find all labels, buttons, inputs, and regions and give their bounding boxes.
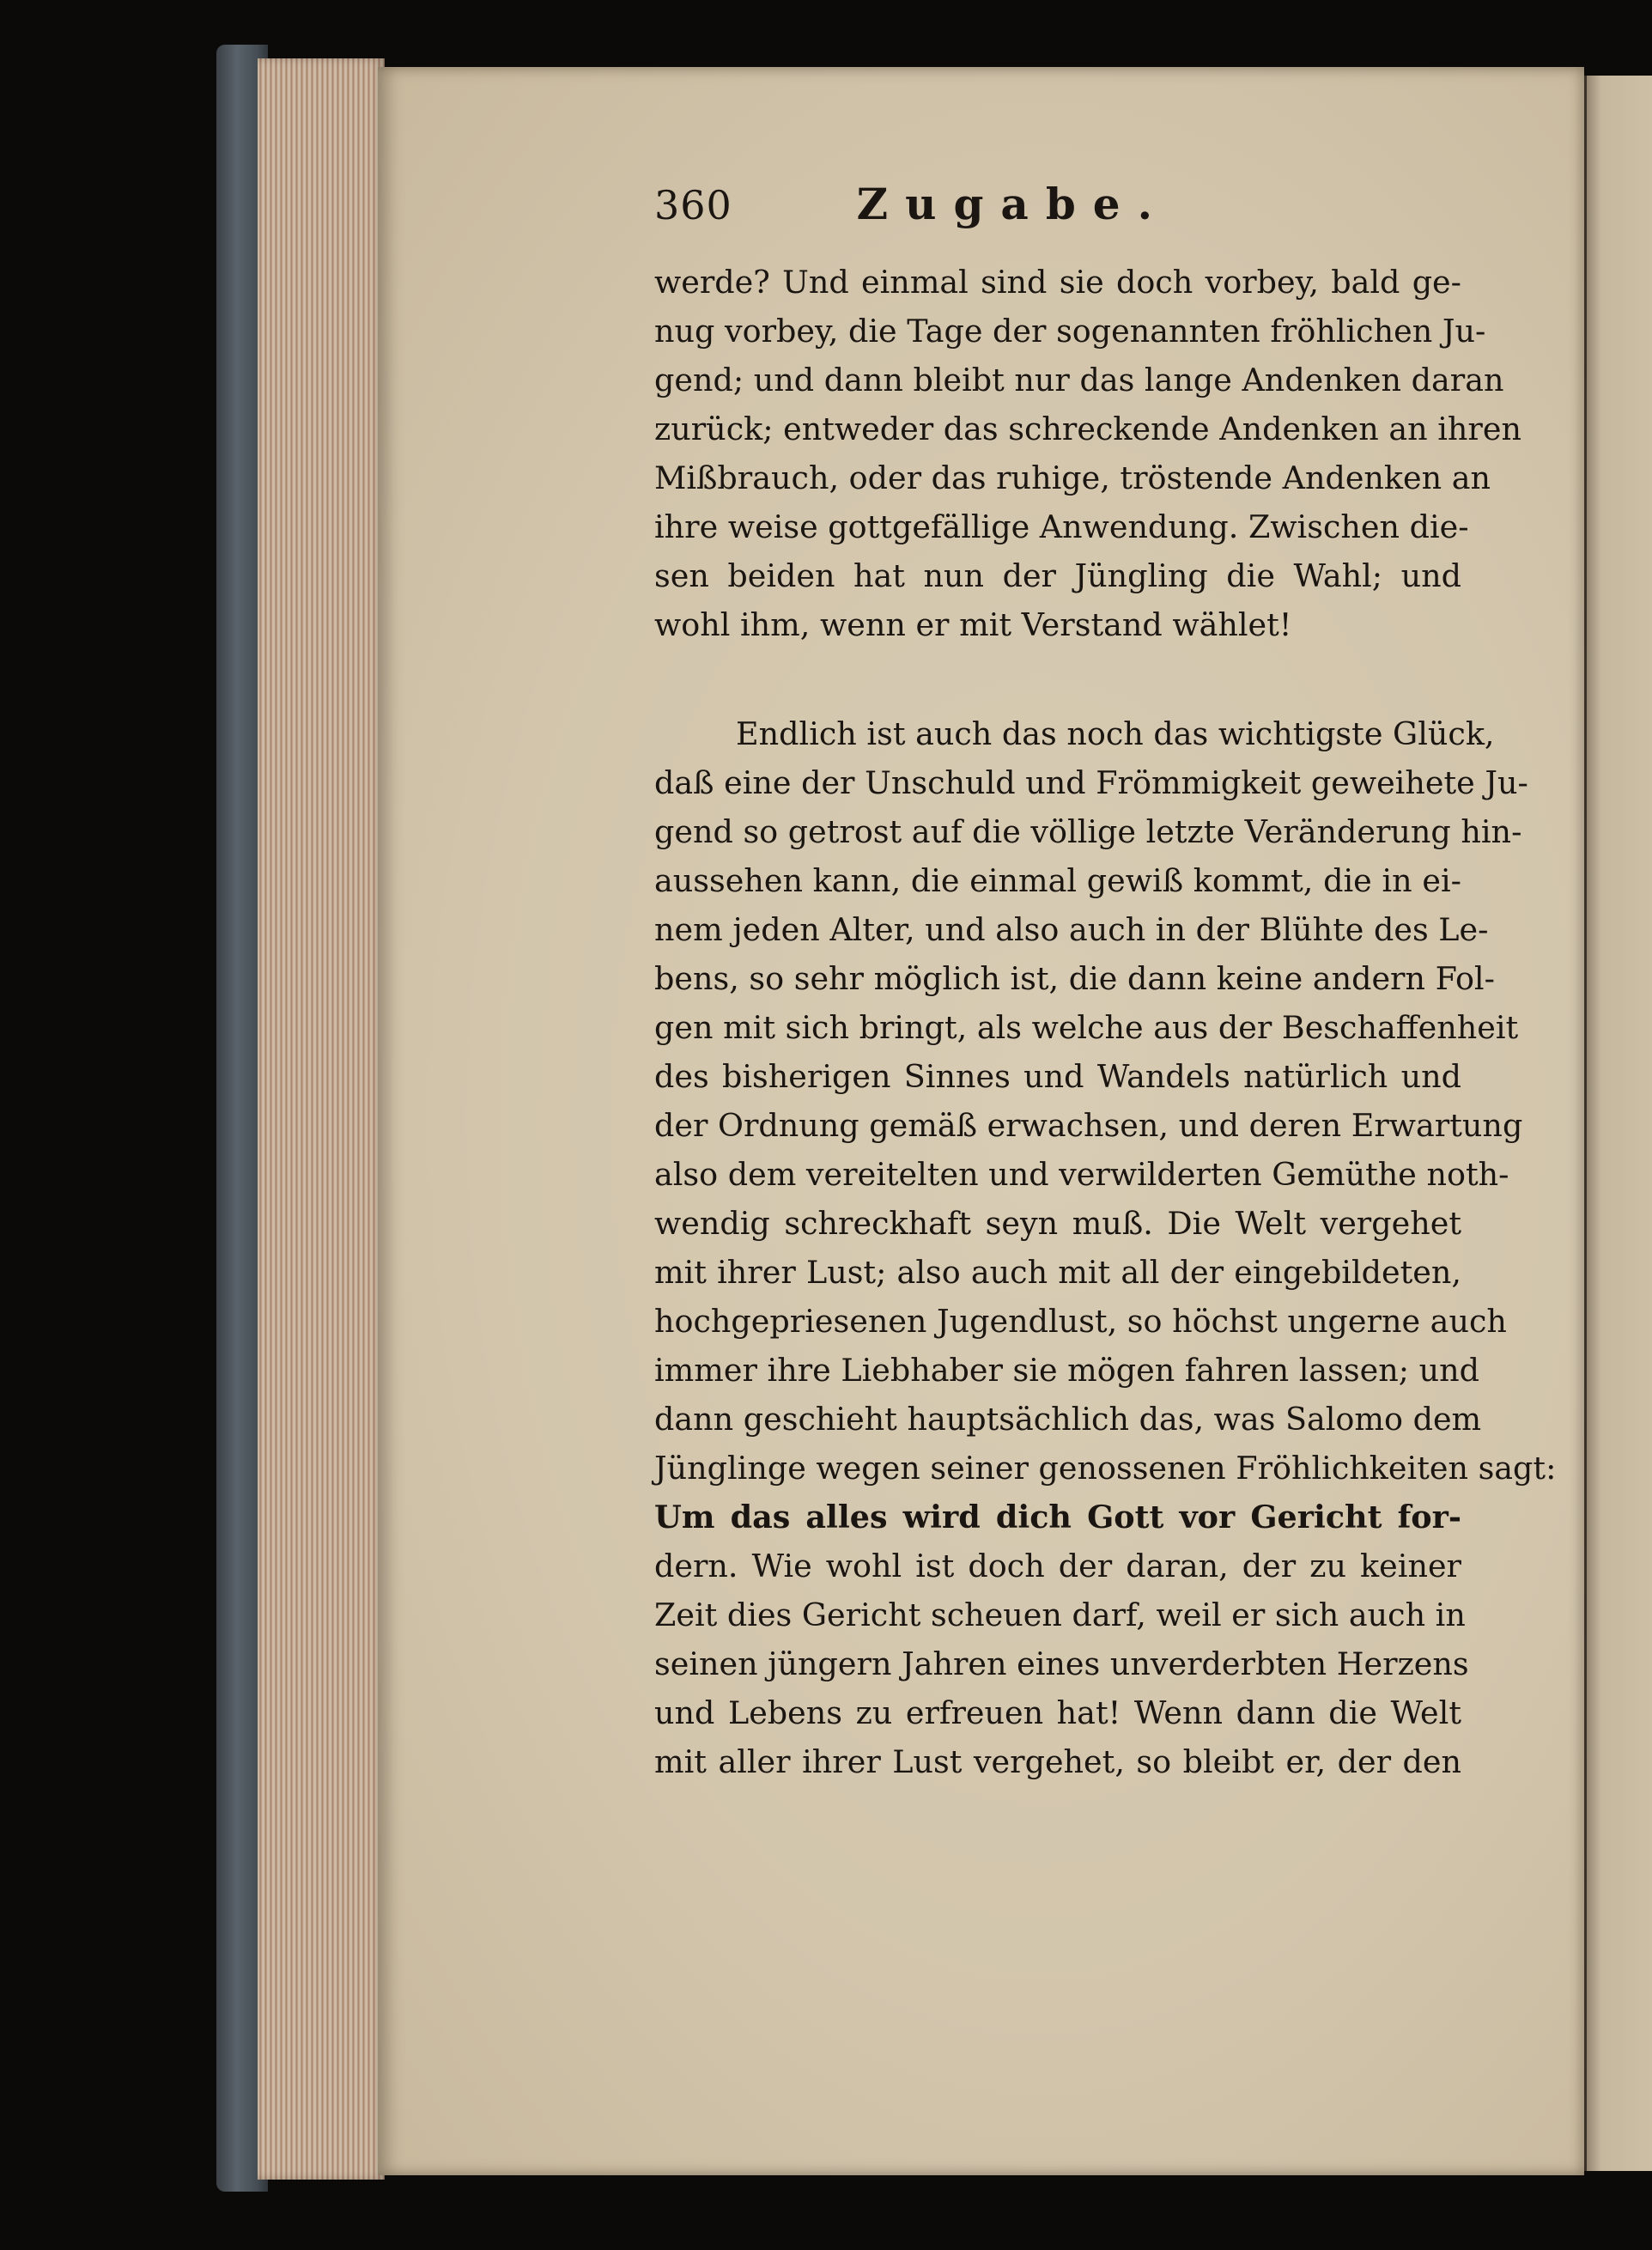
text-line: Zeit dies Gericht scheuen darf, weil er sich auch in <box>654 1596 1466 1633</box>
text-line: Jünglinge wegen seiner genossenen Fröhlichkeiten sagt: <box>654 1450 1557 1487</box>
paragraph-spacer <box>654 649 1461 709</box>
text-line: und Lebens zu erfreuen hat! Wenn dann die Welt <box>654 1694 1461 1731</box>
text-line: zurück; entweder das schreckende Andenken an ihren <box>654 410 1521 447</box>
text-line: wendig schreckhaft seyn muß. Die Welt vergehet <box>654 1205 1461 1242</box>
text-line: ihre weise gottgefällige Anwendung. Zwischen die- <box>654 508 1469 545</box>
text-line: sen beiden hat nun der Jüngling die Wahl; und <box>654 557 1461 594</box>
running-head: Zugabe. <box>856 179 1169 229</box>
text-line: aussehen kann, die einmal gewiß kommt, die in ei- <box>654 862 1461 899</box>
text-line: bens, so sehr möglich ist, die dann keine andern Fol- <box>654 960 1495 997</box>
text-line: nug vorbey, die Tage der sogenannten fröhlichen Ju- <box>654 313 1486 350</box>
text-line: dern. Wie wohl ist doch der daran, der zu keiner <box>654 1548 1461 1584</box>
text-line: gend; und dann bleibt nur das lange Andenken daran <box>654 362 1504 398</box>
text-line: daß eine der Unschuld und Frömmigkeit geweihete Ju- <box>654 764 1528 801</box>
text-line: Mißbrauch, oder das ruhige, tröstende Andenken an <box>654 459 1491 496</box>
text-line: mit aller ihrer Lust vergehet, so bleibt er, der den <box>654 1743 1461 1780</box>
gutter <box>1584 76 1587 2171</box>
text-line: hochgepriesenen Jugendlust, so höchst ungerne auch <box>654 1303 1507 1340</box>
text-line: der Ordnung gemäß erwachsen, und deren Erwartung <box>654 1107 1523 1144</box>
text-line: wohl ihm, wenn er mit Verstand wählet! <box>654 606 1292 643</box>
body-text <box>654 258 1557 1786</box>
text-line: gend so getrost auf die völlige letzte Veränderung hin- <box>654 813 1522 850</box>
paragraph-2 <box>654 709 1557 1786</box>
text-line: Endlich ist auch das noch das wichtigste Glück, <box>736 715 1495 752</box>
paragraph-1 <box>654 258 1521 649</box>
page-number: 360 <box>654 182 732 228</box>
text-line: nem jeden Alter, und also auch in der Blühte des Le- <box>654 911 1489 948</box>
text-line: immer ihre Liebhaber sie mögen fahren lassen; und <box>654 1352 1480 1389</box>
text-line: gen mit sich bringt, als welche aus der Beschaffenheit <box>654 1009 1519 1046</box>
text-line: des bisherigen Sinnes und Wandels natürlich und <box>654 1058 1461 1095</box>
text-line: Um das alles wird dich Gott vor Gericht for- <box>654 1499 1461 1535</box>
page-edges <box>258 58 385 2180</box>
text-line: werde? Und einmal sind sie doch vorbey, bald ge- <box>654 264 1461 301</box>
text-line: dann geschieht hauptsächlich das, was Salomo dem <box>654 1401 1482 1438</box>
text-line: mit ihrer Lust; also auch mit all der eingebildeten, <box>654 1254 1461 1291</box>
text-line: seinen jüngern Jahren eines unverderbten Herzens <box>654 1645 1469 1682</box>
page-header <box>654 179 1204 239</box>
text-line: also dem vereitelten und verwilderten Gemüthe noth- <box>654 1156 1509 1193</box>
facing-page-edge <box>1584 76 1652 2171</box>
